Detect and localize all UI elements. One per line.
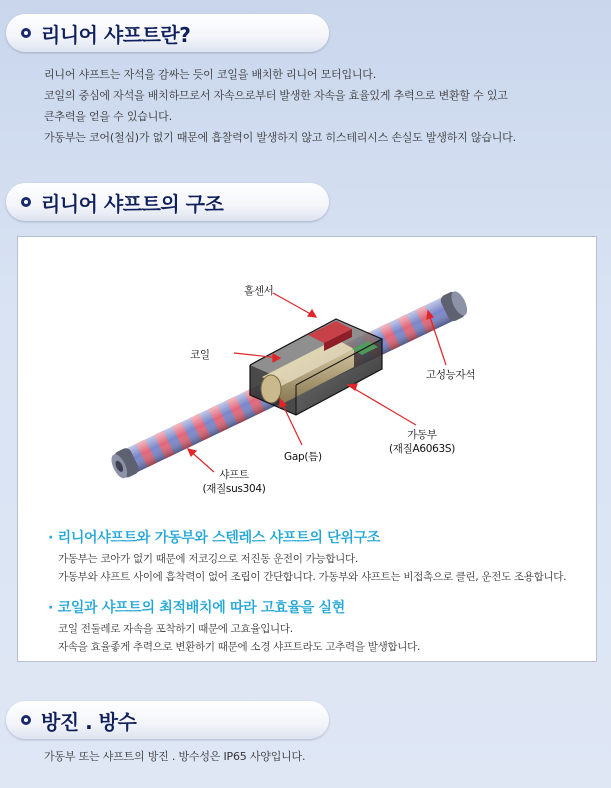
label-magnet: 고성능자석 [426, 369, 476, 381]
label-shaft-material: (재질sus304) [202, 483, 266, 495]
bullet-icon [21, 715, 31, 725]
section-title: 리니어 샤프트란? [41, 22, 191, 47]
point-line: 자속을 효율좋게 추력으로 변환하기 때문에 소경 샤프트라도 고추력을 발생합니다. [58, 641, 420, 653]
label-coil: 코일 [190, 349, 210, 361]
paragraph-line: 큰추력을 얻을 수 있습니다. [44, 110, 172, 123]
section-header-protection [6, 701, 329, 739]
section-title: 리니어 샤프트의 구조 [41, 191, 224, 216]
label-mover-material: (재질A6063S) [388, 443, 456, 455]
paragraph-line: 리니어 샤프트는 자석을 감싸는 듯이 코일을 배치한 리니어 모터입니다. [44, 68, 377, 81]
mover-housing [250, 319, 382, 415]
point-line: 코일 전둘레로 자속을 포착하기 때문에 고효율입니다. [58, 623, 293, 635]
label-hall-sensor: 홀센서 [244, 285, 274, 297]
paragraph-line: 가동부 또는 샤프트의 방진 . 방수성은 IP65 사양입니다. [44, 750, 306, 763]
section-title: 방진 . 방수 [41, 709, 137, 734]
bullet-icon [21, 28, 31, 38]
section-header-structure [6, 183, 329, 221]
point-line: 가동부는 코아가 없기 때문에 저코깅으로 저진동 운전이 가능합니다. [58, 553, 358, 565]
paragraph-line: 가동부는 코어(철심)가 없기 때문에 흡찰력이 발생하지 않고 히스테리시스 손실도 발생하지 않습니다. [44, 131, 516, 144]
paragraph-line: 코일의 중심에 자석을 배치하므로서 자속으로부터 발생한 자속을 효율있게 추력으로 변환할 수 있고 [44, 89, 508, 102]
structure-panel [17, 236, 597, 662]
label-gap: Gap(틈) [284, 451, 322, 463]
bullet-icon [21, 197, 31, 207]
point-title: · 코일과 샤프트의 최적배치에 따라 고효율을 실현 [48, 600, 345, 616]
linear-shaft-diagram [18, 237, 596, 517]
label-mover: 가동부 [407, 429, 437, 441]
section-header-what-is [6, 14, 329, 52]
point-line: 가동부와 샤프트 사이에 흡착력이 없어 조립이 간단합니다. 가동부와 샤프트는 비접촉으로 클린, 운전도 조용합니다. [58, 571, 567, 583]
label-shaft: 샤프트 [219, 469, 249, 481]
point-title: · 리니어샤프트와 가동부와 스텐레스 샤프트의 단위구조 [48, 530, 381, 546]
